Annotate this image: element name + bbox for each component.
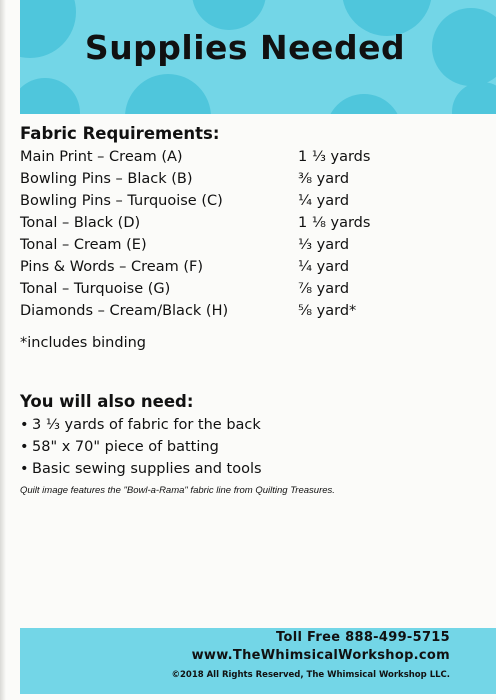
decorative-dot (20, 78, 80, 114)
binding-footnote: *includes binding (20, 335, 146, 351)
also-need-heading: You will also need: (20, 392, 194, 411)
fabric-amount: ¼ yard (298, 193, 350, 209)
list-item-text: 3 ⅓ yards of fabric for the back (32, 417, 261, 433)
fabric-name: Bowling Pins – Turquoise (C) (20, 193, 223, 209)
bullet-icon: • (20, 417, 29, 433)
website-link[interactable]: www.TheWhimsicalWorkshop.com (191, 648, 450, 663)
page-title: Supplies Needed (84, 28, 406, 67)
also-need-list (20, 414, 480, 480)
fabric-name: Tonal – Cream (E) (20, 237, 147, 253)
fabric-row (20, 146, 480, 168)
decorative-dot (125, 74, 211, 114)
fabric-name: Pins & Words – Cream (F) (20, 259, 203, 275)
fabric-name: Bowling Pins – Black (B) (20, 171, 193, 187)
fabric-amount: ⅓ yard (298, 237, 350, 253)
fabric-requirements-heading: Fabric Requirements: (20, 124, 220, 143)
header-banner (20, 0, 496, 114)
decorative-dot (192, 0, 266, 30)
main-content (20, 122, 480, 498)
list-item (20, 414, 480, 436)
copyright-notice: ©2018 All Rights Reserved, The Whimsical Workshop LLC. (171, 670, 450, 680)
toll-free-phone: Toll Free 888-499-5715 (276, 630, 450, 645)
fabric-amount: ⅞ yard (298, 281, 350, 297)
list-item-text: Basic sewing supplies and tools (32, 461, 262, 477)
bullet-icon: • (20, 461, 29, 477)
fabric-name: Tonal – Black (D) (20, 215, 141, 231)
fabric-row (20, 256, 480, 278)
list-item (20, 458, 480, 480)
fabric-row (20, 278, 480, 300)
fabric-name: Tonal – Turquoise (G) (20, 281, 171, 297)
fabric-name: Main Print – Cream (A) (20, 149, 183, 165)
fabric-amount: ¼ yard (298, 259, 350, 275)
fabric-row (20, 300, 480, 322)
list-item-text: 58" x 70" piece of batting (32, 439, 219, 455)
decorative-dot (452, 82, 496, 114)
fabric-name: Diamonds – Cream/Black (H) (20, 303, 229, 319)
fabric-row (20, 212, 480, 234)
fabric-requirements-list (20, 146, 480, 322)
decorative-dot (20, 0, 76, 58)
fabric-amount: ⅜ yard (298, 171, 350, 187)
fabric-row (20, 168, 480, 190)
list-item (20, 436, 480, 458)
bullet-icon: • (20, 439, 29, 455)
fabric-row (20, 234, 480, 256)
decorative-dot (326, 94, 402, 114)
fabric-amount: ⅝ yard* (298, 303, 357, 319)
fabric-line-credit: Quilt image features the "Bowl-a-Rama" fabric line from Quilting Treasures. (20, 485, 335, 496)
decorative-dot (432, 8, 496, 86)
page-edge-shadow (0, 0, 6, 700)
fabric-row (20, 190, 480, 212)
fabric-amount: 1 ⅓ yards (298, 149, 371, 165)
footer-banner (20, 628, 496, 694)
fabric-amount: 1 ⅛ yards (298, 215, 371, 231)
